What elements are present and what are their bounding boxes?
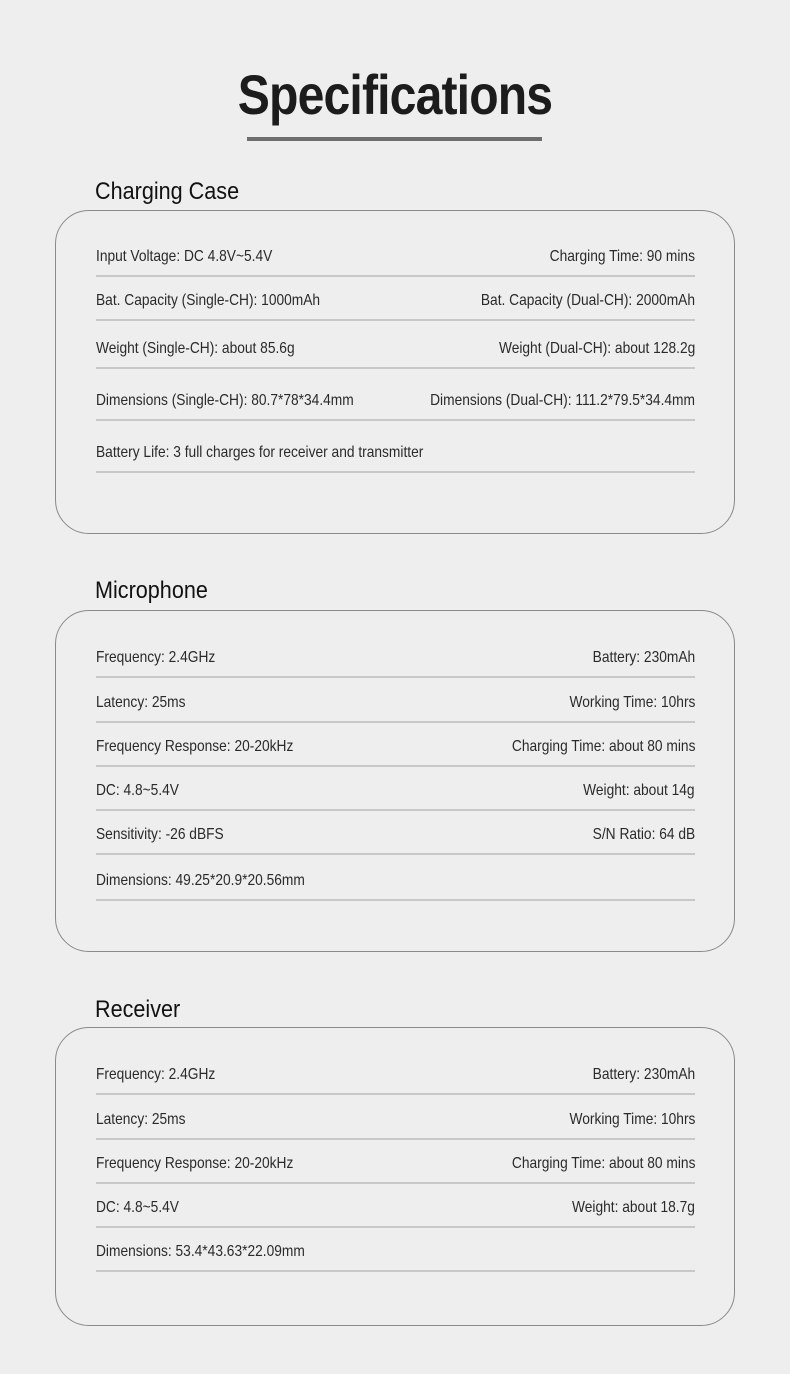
spec-row <box>96 1198 695 1228</box>
spec-left: Sensitivity: -26 dBFS <box>96 826 224 843</box>
spec-left: Frequency Response: 20-20kHz <box>96 738 294 755</box>
spec-row <box>96 1154 695 1184</box>
title-underline <box>247 137 542 141</box>
spec-row <box>96 391 695 421</box>
spec-left: Weight (Single-CH): about 85.6g <box>96 340 295 357</box>
spec-left: Input Voltage: DC 4.8V~5.4V <box>96 248 273 265</box>
spec-right: Bat. Capacity (Dual-CH): 2000mAh <box>480 292 695 309</box>
spec-row <box>96 871 695 901</box>
spec-row <box>96 693 695 723</box>
spec-left: Latency: 25ms <box>96 1111 186 1128</box>
spec-row <box>96 247 695 277</box>
spec-left: Dimensions: 49.25*20.9*20.56mm <box>96 872 305 889</box>
spec-right: Charging Time: 90 mins <box>549 248 695 265</box>
spec-row <box>96 648 695 678</box>
spec-left: Latency: 25ms <box>96 694 186 711</box>
section-heading-microphone: Microphone <box>95 577 208 604</box>
spec-row <box>96 291 695 321</box>
spec-left: Dimensions (Single-CH): 80.7*78*34.4mm <box>96 392 354 409</box>
spec-right: Working Time: 10hrs <box>569 1111 695 1128</box>
spec-right: Dimensions (Dual-CH): 111.2*79.5*34.4mm <box>430 392 695 409</box>
spec-card-charging-case <box>55 210 735 534</box>
spec-row <box>96 1242 695 1272</box>
spec-right: Weight (Dual-CH): about 128.2g <box>498 340 695 357</box>
section-heading-charging-case: Charging Case <box>95 178 240 205</box>
section-heading-receiver: Receiver <box>95 996 181 1023</box>
spec-row <box>96 781 695 811</box>
spec-row <box>96 825 695 855</box>
spec-left: Frequency: 2.4GHz <box>96 649 216 666</box>
spec-left: DC: 4.8~5.4V <box>96 1199 179 1216</box>
spec-left: Bat. Capacity (Single-CH): 1000mAh <box>96 292 321 309</box>
spec-left: DC: 4.8~5.4V <box>96 782 179 799</box>
spec-left: Battery Life: 3 full charges for receiver and transmitter <box>96 444 424 461</box>
spec-right: Working Time: 10hrs <box>569 694 695 711</box>
spec-right: Weight: about 14g <box>583 782 695 799</box>
spec-row <box>96 443 695 473</box>
spec-left: Frequency: 2.4GHz <box>96 1066 216 1083</box>
spec-right: Weight: about 18.7g <box>572 1199 695 1216</box>
spec-right: Charging Time: about 80 mins <box>511 1155 695 1172</box>
spec-left: Dimensions: 53.4*43.63*22.09mm <box>96 1243 305 1260</box>
spec-card-microphone <box>55 610 735 952</box>
spec-left: Frequency Response: 20-20kHz <box>96 1155 294 1172</box>
spec-row <box>96 1110 695 1140</box>
spec-right: Battery: 230mAh <box>592 649 695 666</box>
spec-row <box>96 339 695 369</box>
spec-card-receiver <box>55 1027 735 1326</box>
spec-row <box>96 737 695 767</box>
page-title: Specifications <box>237 63 553 126</box>
spec-row <box>96 1065 695 1095</box>
spec-right: Charging Time: about 80 mins <box>511 738 695 755</box>
spec-right: Battery: 230mAh <box>592 1066 695 1083</box>
spec-right: S/N Ratio: 64 dB <box>592 826 695 843</box>
